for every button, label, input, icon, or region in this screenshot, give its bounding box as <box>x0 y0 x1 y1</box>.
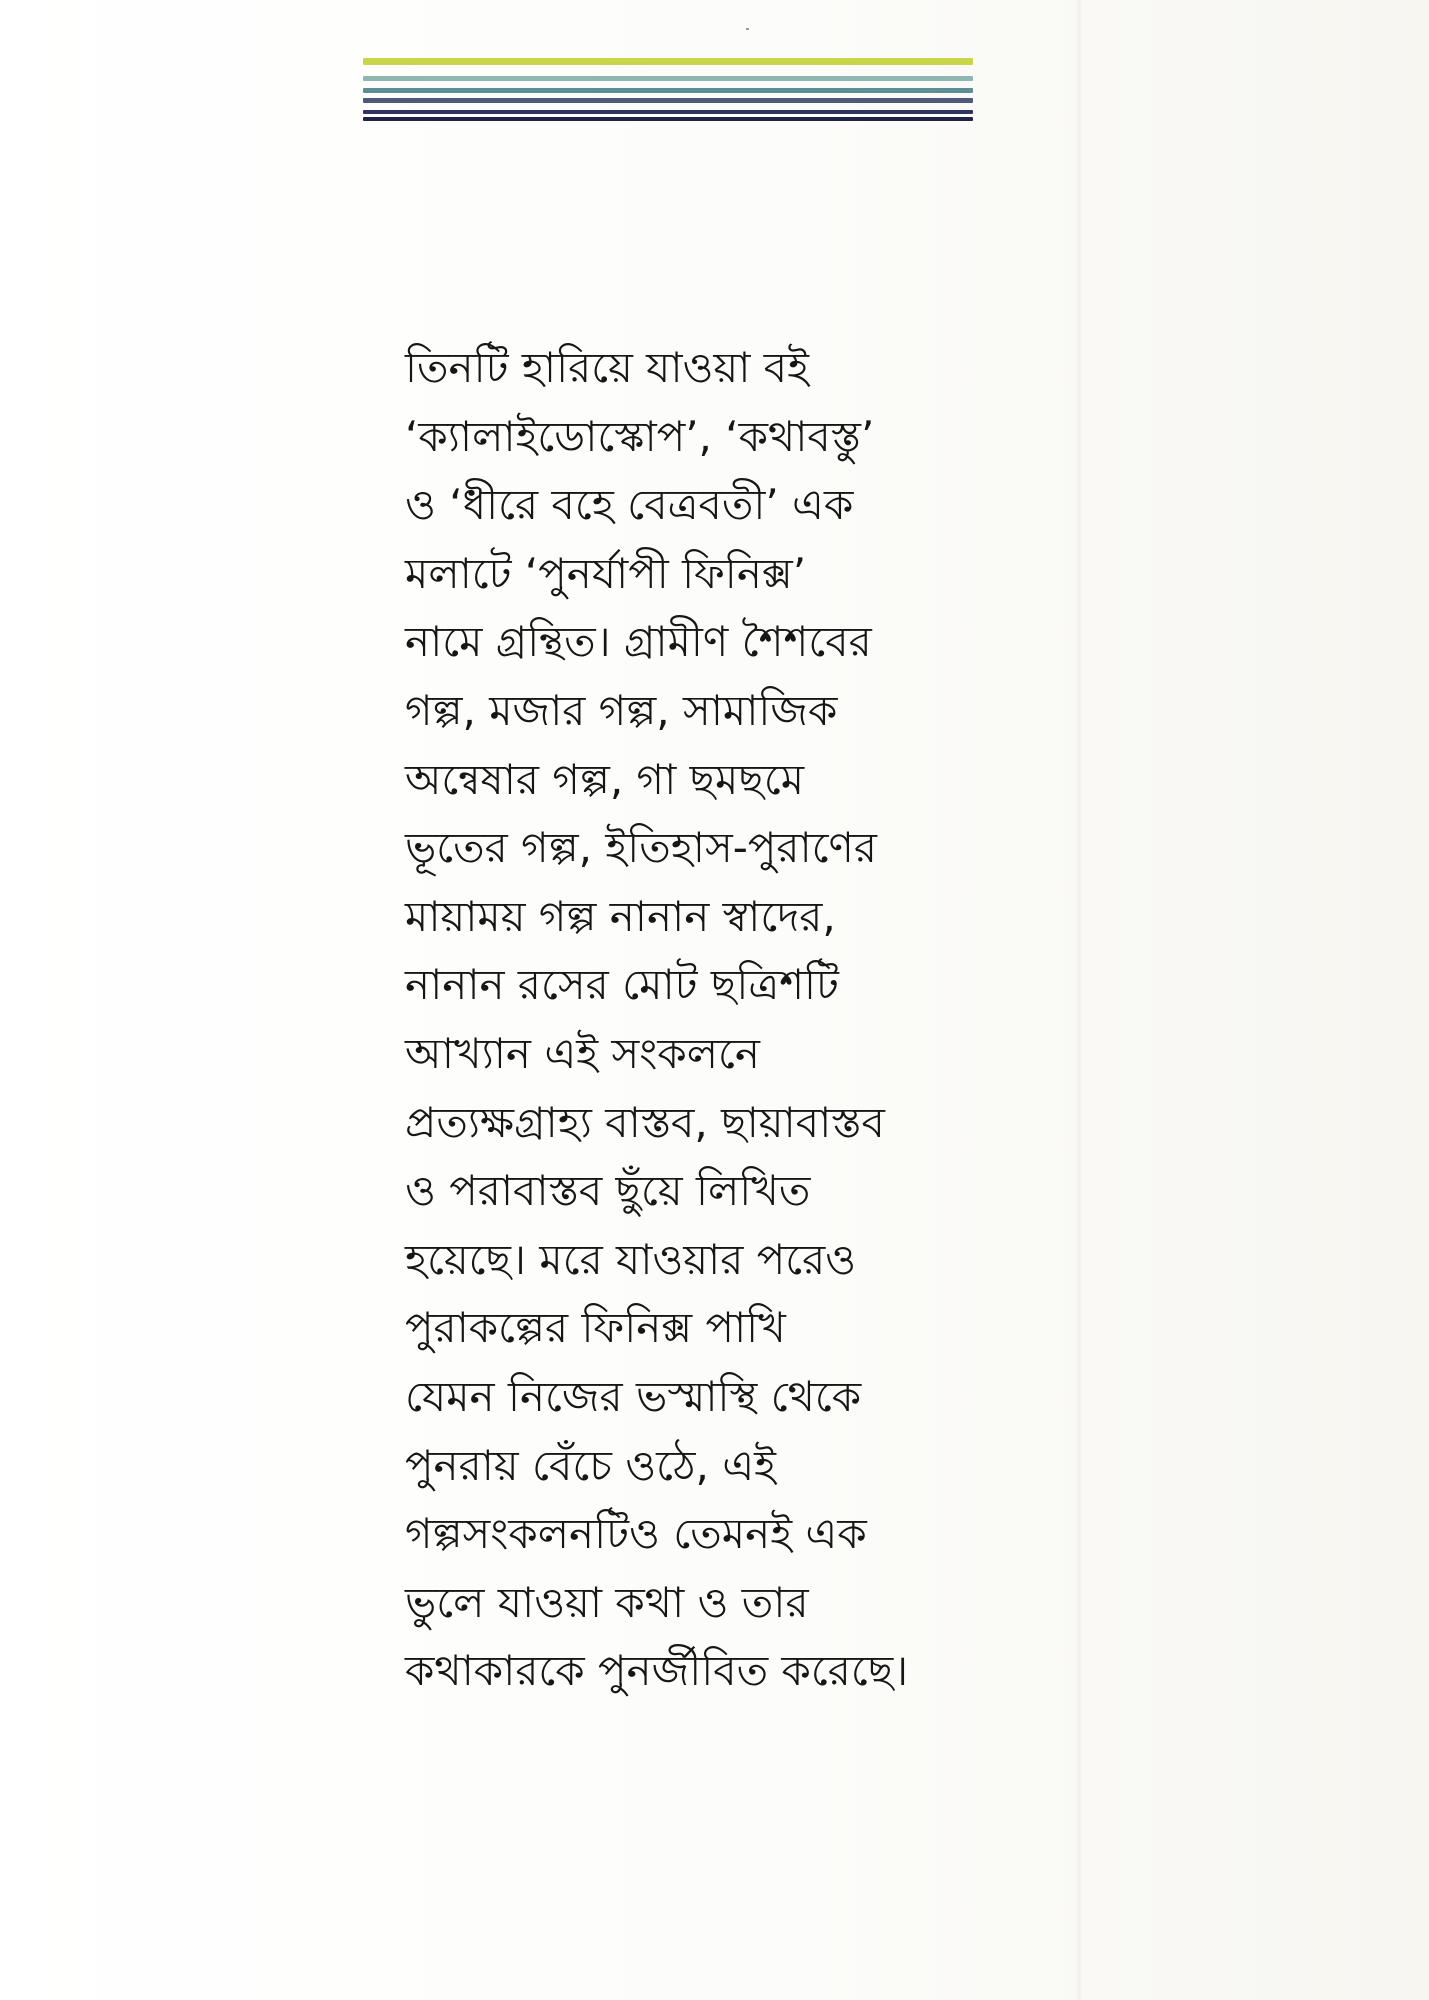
blurb-line: হয়েছে। মরে যাওয়ার পরেও <box>405 1234 857 1284</box>
stripe-lime <box>363 58 973 65</box>
stripe-light-teal <box>363 76 973 81</box>
blurb-line: ভূতের গল্প, ইতিহাস-পুরাণের <box>405 823 878 873</box>
blurb-line: মলাটে ‘পুনর্যাপী ফিনিক্স’ <box>405 548 807 598</box>
blurb-text <box>405 334 1005 1706</box>
stripe-indigo <box>363 110 973 114</box>
blurb-line: নামে গ্রন্থিত। গ্রামীণ শৈশবের <box>405 617 872 667</box>
blurb-line: যেমন নিজের ভস্মাস্থি থেকে <box>405 1371 862 1421</box>
blurb-line: গল্পসংকলনটিও তেমনই এক <box>405 1509 867 1559</box>
blurb-line: পুনরায় বেঁচে ওঠে, এই <box>405 1440 776 1490</box>
stripe-navy <box>363 117 973 121</box>
blurb-line: তিনটি হারিয়ে যাওয়া বই <box>405 343 809 392</box>
blurb-line: অন্বেষার গল্প, গা ছমছমে <box>405 754 805 804</box>
stripe-slate <box>363 98 973 103</box>
blurb-line: ‘ক্যালাইডোস্কোপ’, ‘কথাবস্তু’ <box>405 411 875 461</box>
blurb-line: প্রত্যক্ষগ্রাহ্য বাস্তব, ছায়াবাস্তব <box>405 1097 885 1147</box>
blurb-line: নানান রসের মোট ছত্রিশটি <box>405 960 839 1010</box>
stripe-teal <box>363 88 973 93</box>
blurb-line: ও পরাবাস্তব ছুঁয়ে লিখিত <box>405 1166 811 1216</box>
blurb-line: পুরাকল্পের ফিনিক্স পাখি <box>405 1303 786 1353</box>
blurb-line: আখ্যান এই সংকলনে <box>405 1028 760 1078</box>
page-fold-shadow <box>1075 0 1083 2000</box>
decorative-stripes <box>363 58 973 124</box>
blurb-line: মায়াময় গল্প নানান স্বাদের, <box>405 891 836 941</box>
blurb-line: ভুলে যাওয়া কথা ও তার <box>405 1577 809 1627</box>
blurb-line: কথাকারকে পুনর্জীবিত করেছে। <box>405 1646 909 1696</box>
blurb-line: গল্প, মজার গল্প, সামাজিক <box>405 685 838 735</box>
blurb-line: ও ‘ধীরে বহে বেত্রবতী’ এক <box>405 480 854 530</box>
speck-mark <box>746 28 749 30</box>
